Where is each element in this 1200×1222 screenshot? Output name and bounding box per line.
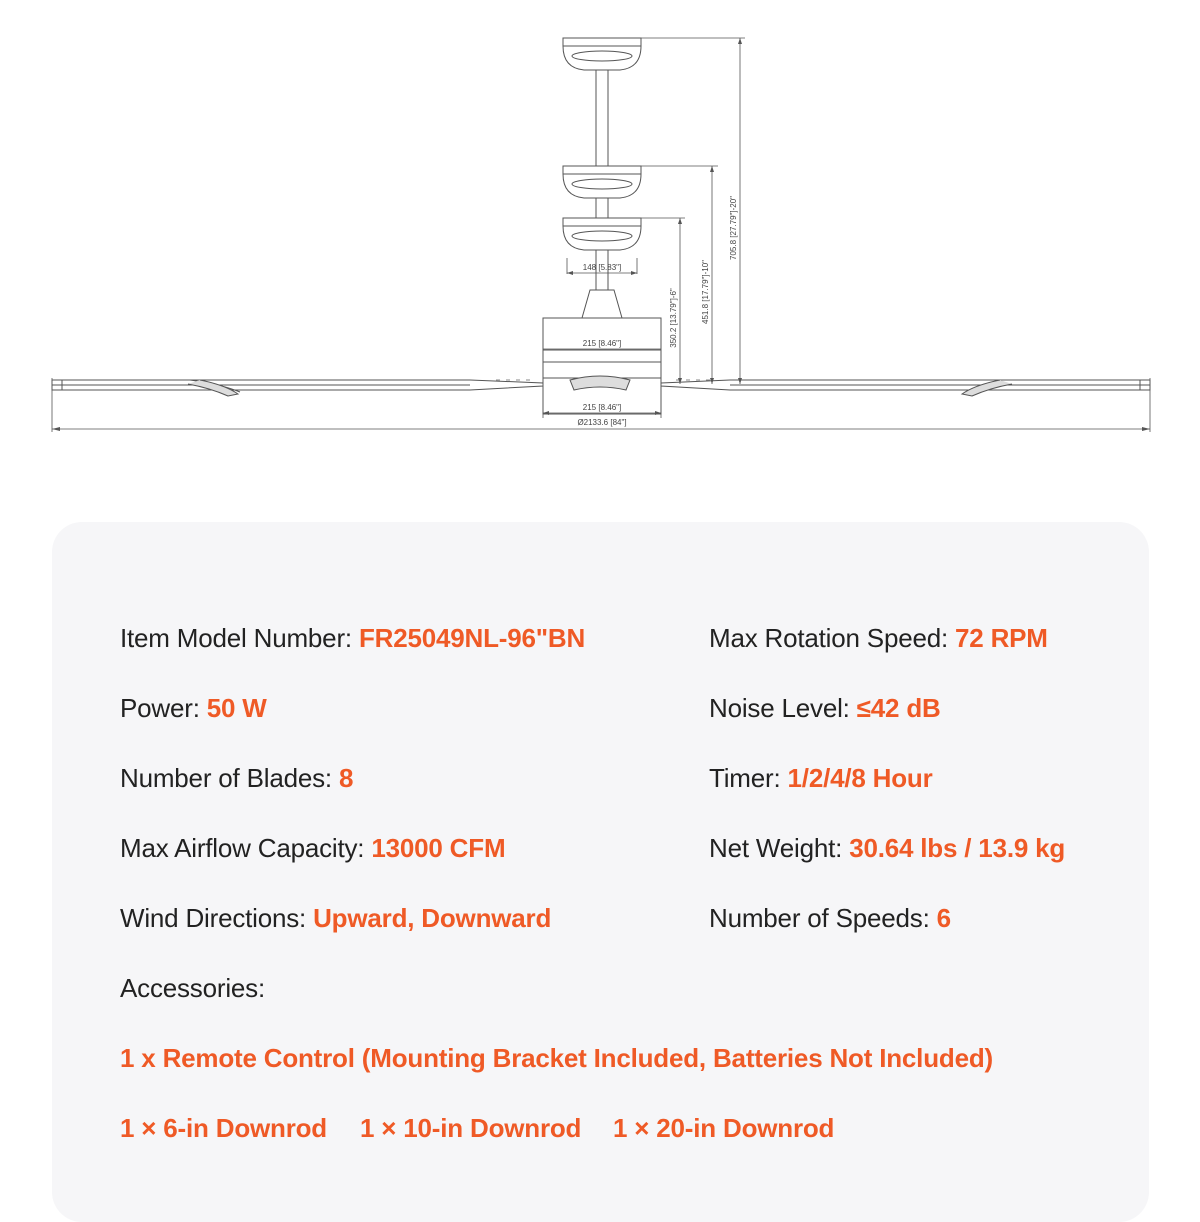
spec-value: 50 W — [206, 693, 267, 723]
spec-panel — [52, 522, 1149, 1222]
spec-value: Upward, Downward — [313, 903, 552, 933]
spec-label: Timer: — [709, 763, 788, 793]
motor-housing — [543, 318, 661, 378]
dim-mount-width: 148 [5.83"] — [582, 263, 622, 272]
downrod-20in — [596, 70, 608, 166]
accessory-downrod-6in: 1 × 6-in Downrod — [120, 1113, 327, 1143]
spec-value: 6 — [936, 903, 951, 933]
spec-value: 8 — [338, 763, 354, 793]
fan-dimension-drawing — [0, 0, 1200, 480]
spec-label: Number of Speeds: — [709, 903, 937, 933]
spec-value: ≤42 dB — [856, 693, 941, 723]
spec-label: Noise Level: — [709, 693, 857, 723]
accessory-downrod-20in: 1 × 20-in Downrod — [613, 1113, 835, 1143]
accessory-remote-control: 1 x Remote Control (Mounting Bracket Included, Batteries Not Included) — [120, 1043, 993, 1073]
spec-noise-level — [709, 688, 941, 728]
dim-height-6in: 350.2 [13.79"]-6" — [669, 288, 678, 348]
spec-value: 72 RPM — [955, 623, 1048, 653]
spec-label: Wind Directions: — [120, 903, 314, 933]
spec-label: Max Rotation Speed: — [709, 623, 956, 653]
spec-airflow — [120, 828, 505, 868]
spec-value: 13000 CFM — [371, 833, 506, 863]
dim-diameter: Ø2133.6 [84"] — [577, 418, 627, 427]
spec-label: Power: — [120, 693, 207, 723]
spec-label: Net Weight: — [709, 833, 850, 863]
spec-label: Item Model Number: — [120, 623, 359, 653]
spec-value: FR25049NL-96"BN — [358, 623, 586, 653]
dim-motor-width-lower: 215 [8.46"] — [582, 403, 622, 412]
accessories-heading — [120, 968, 265, 1008]
dim-height-20in: 705.8 [27.79"]-20" — [729, 196, 738, 260]
spec-rotation-speed — [709, 618, 1048, 658]
spec-value: 30.64 lbs / 13.9 kg — [849, 833, 1066, 863]
accessory-downrod-10in: 1 × 10-in Downrod — [360, 1113, 582, 1143]
spec-net-weight — [709, 828, 1065, 868]
spec-label: Number of Blades: — [120, 763, 339, 793]
spec-wind-directions — [120, 898, 551, 938]
spec-value: 1/2/4/8 Hour — [787, 763, 933, 793]
spec-model-number — [120, 618, 585, 658]
spec-blades — [120, 758, 353, 798]
spec-power — [120, 688, 267, 728]
spec-label: Max Airflow Capacity: — [120, 833, 372, 863]
accessories-label: Accessories: — [120, 973, 265, 1003]
spec-number-of-speeds — [709, 898, 951, 938]
dim-motor-width-upper: 215 [8.46"] — [582, 339, 622, 348]
dim-height-10in: 451.8 [17.79"]-10" — [701, 260, 710, 324]
spec-timer — [709, 758, 933, 798]
